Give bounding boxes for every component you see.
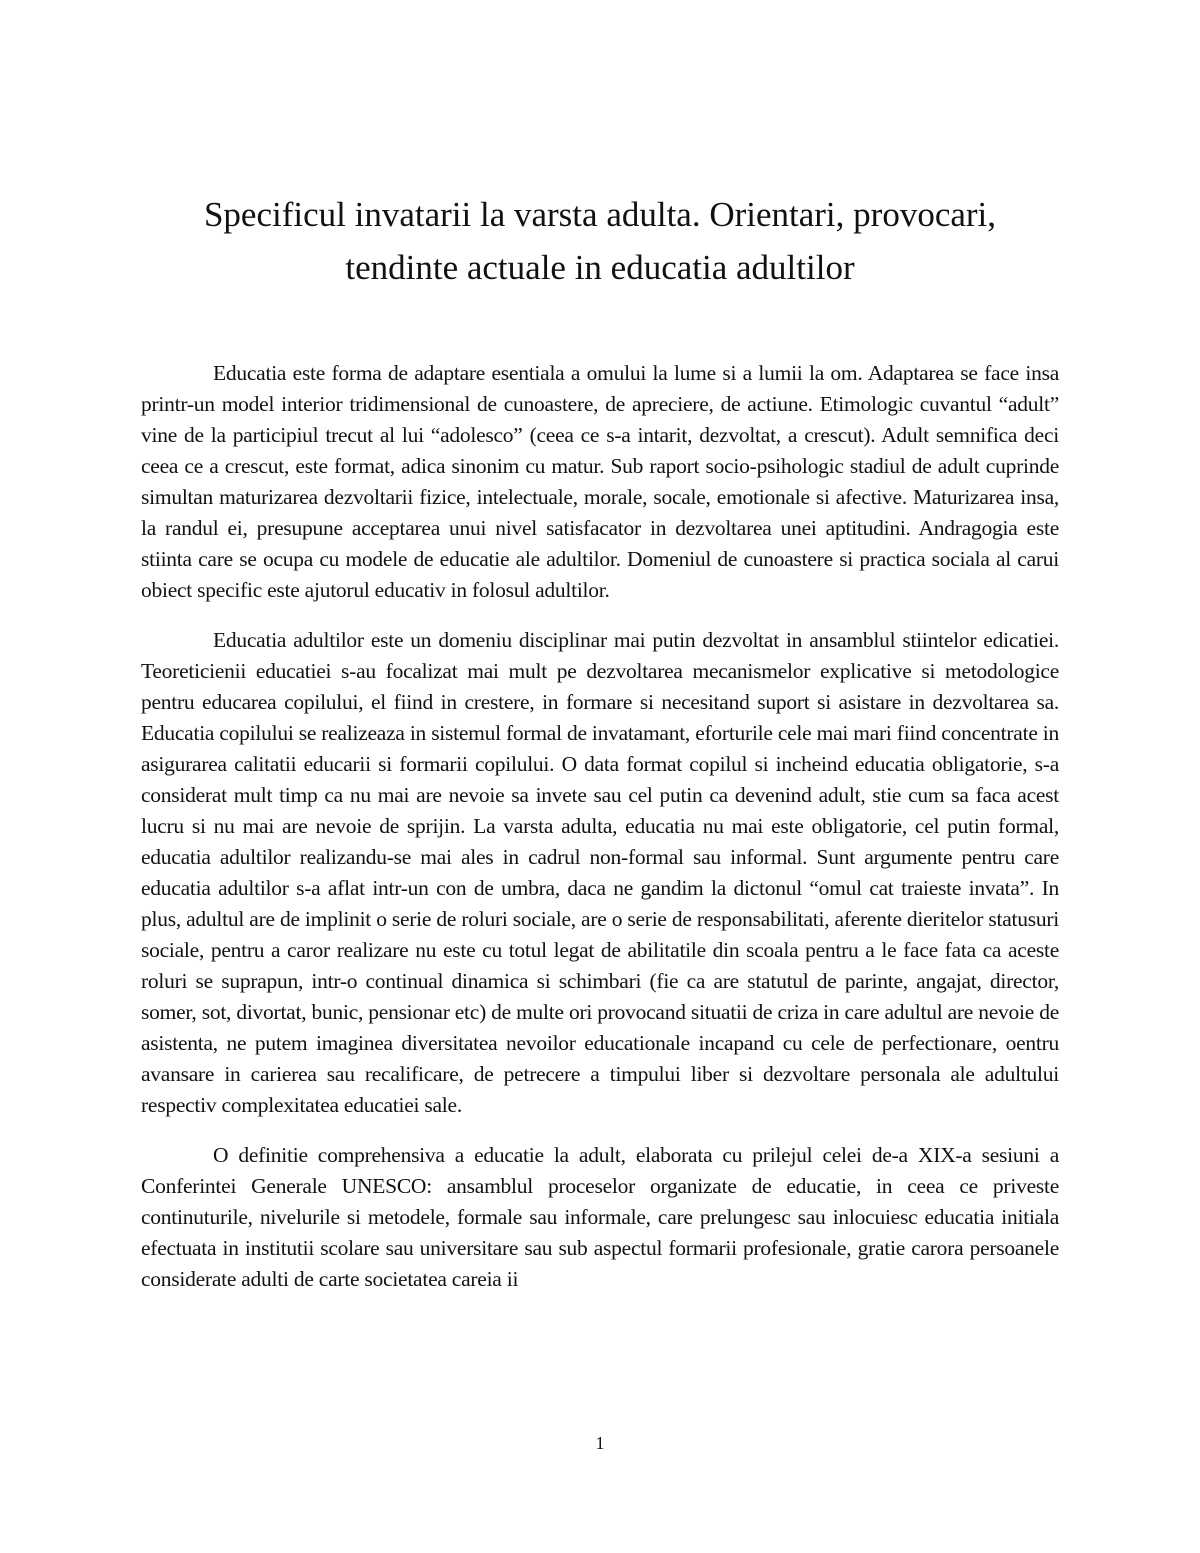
page-number: 1	[595, 1433, 605, 1453]
paragraph-1: Educatia este forma de adaptare esentiala a omului la lume si a lumii la om. Adaptarea se face insa printr-un model interior tridimensional de cunoastere, de apreciere, de actiune. Etimologic cuvantul “adult” vine de la participiul trecut al lui “adolesco” (ceea ce s-a intarit, dezvoltat, a crescut). Adult semnifica deci ceea ce a crescut, este format, adica sinonim cu matur. Sub raport socio-psihologic stadiul de adult cuprinde simultan maturizarea dezvoltarii fizice, intelectuale, morale, socale, emotionale si afective. Maturizarea insa, la randul ei, presupune acceptarea unui nivel satisfacator in dezvoltarea unei aptitudini. Andragogia este stiinta care se ocupa cu modele de educatie ale adultilor. Domeniul de cunoastere si practica sociala al carui obiect specific este ajutorul educativ in folosul adultilor.	[141, 361, 1059, 602]
title-line-2: tendinte actuale in educatia adultilor	[345, 248, 855, 287]
paragraph-3: O definitie comprehensiva a educatie la adult, elaborata cu prilejul celei de-a XIX-a sesiuni a Conferintei Generale UNESCO: ansamblul proceselor organizate de educatie, in ceea ce priveste continuturile, nivelurile si metodele, formale sau informale, care prelungesc sau inlocuiesc educatia initiala efectuata in institutii scolare sau universitare sau sub aspectul formarii profesionale, gratie carora persoanele considerate adulti de carte societatea careia ii	[141, 1143, 1059, 1291]
document-body	[141, 358, 1059, 1314]
paragraph-2: Educatia adultilor este un domeniu disciplinar mai putin dezvoltat in ansamblul stiintelor edicatiei. Teoreticienii educatiei s-au focalizat mai mult pe dezvoltarea mecanismelor explicative si metodologice pentru educarea copilului, el fiind in crestere, in formare si necesitand suport si asistare in dezvoltarea sa. Educatia copilului se realizeaza in sistemul formal de invatamant, eforturile cele mai mari fiind concentrate in asigurarea calitatii educarii si formarii copilului. O data format copilul si incheind educatia obligatorie, s-a considerat mult timp ca nu mai are nevoie sa invete sau cel putin ca devenind adult, stie cum sa faca acest lucru si nu mai are nevoie de sprijin. La varsta adulta, educatia nu mai este obligatorie, cel putin formal, educatia adultilor realizandu-se mai ales in cadrul non-formal sau informal. Sunt argumente pentru care educatia adultilor s-a aflat intr-un con de umbra, daca ne gandim la dictonul “omul cat traieste invata”. In plus, adultul are de implinit o serie de roluri sociale, are o serie de responsabilitati, aferente dieritelor statusuri sociale, pentru a caror realizare nu este cu totul legat de abilitatile din scoala pentru a le face fata ca aceste roluri se suprapun, intr-o continual dinamica si schimbari (fie ca are statutul de parinte, angajat, director, somer, sot, divortat, bunic, pensionar etc) de multe ori provocand situatii de criza in care adultul are nevoie de asistenta, ne putem imaginea diversitatea nevoilor educationale incapand cu cele de perfectionare, oentru avansare in carierea sau recalificare, de petrecere a timpului liber si dezvoltare personala ale adultului respectiv complexitatea educatiei sale.	[141, 628, 1059, 1117]
document-title	[150, 188, 1050, 294]
title-line-1: Specificul invatarii la varsta adulta. Orientari, provocari,	[203, 195, 997, 234]
